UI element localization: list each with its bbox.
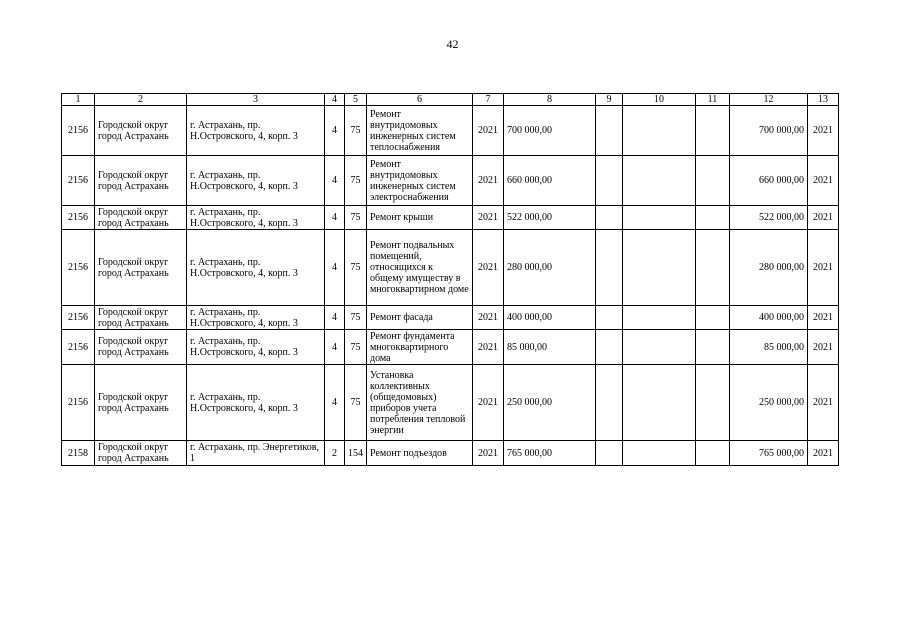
total-cost-cell: 765 000,00 [730, 441, 808, 466]
table-row [62, 365, 839, 441]
work-type-cell: Ремонт подъездов [367, 441, 473, 466]
empty-cell-11 [696, 441, 730, 466]
object-number-cell: 2156 [62, 306, 95, 330]
year-cell: 2021 [473, 441, 504, 466]
year-cell: 2021 [473, 106, 504, 156]
address-cell: г. Астрахань, пр. Н.Островского, 4, корп. 3 [187, 206, 325, 230]
work-type-cell: Ремонт крыши [367, 206, 473, 230]
work-type-cell: Ремонт фундамента многоквартирного дома [367, 330, 473, 365]
year-cell: 2021 [473, 330, 504, 365]
work-type-cell: Ремонт внутридомовых инженерных систем теплоснабжения [367, 106, 473, 156]
address-cell: г. Астрахань, пр. Н.Островского, 4, корп. 3 [187, 365, 325, 441]
empty-cell-10 [623, 306, 696, 330]
object-number-cell: 2158 [62, 441, 95, 466]
empty-cell-10 [623, 330, 696, 365]
completion-year-cell: 2021 [808, 365, 839, 441]
apartments-cell: 75 [345, 365, 367, 441]
object-number-cell: 2156 [62, 156, 95, 206]
completion-year-cell: 2021 [808, 156, 839, 206]
floors-cell: 4 [325, 156, 345, 206]
address-cell: г. Астрахань, пр. Н.Островского, 4, корп. 3 [187, 330, 325, 365]
municipality-cell: Городской округ город Астрахань [95, 156, 187, 206]
municipality-cell: Городской округ город Астрахань [95, 441, 187, 466]
empty-cell-10 [623, 365, 696, 441]
table-row [62, 306, 839, 330]
cost-cell: 400 000,00 [504, 306, 596, 330]
empty-cell-9 [596, 441, 623, 466]
empty-cell-10 [623, 156, 696, 206]
column-number: 8 [504, 94, 596, 106]
column-number: 1 [62, 94, 95, 106]
floors-cell: 4 [325, 330, 345, 365]
empty-cell-9 [596, 330, 623, 365]
total-cost-cell: 660 000,00 [730, 156, 808, 206]
completion-year-cell: 2021 [808, 106, 839, 156]
year-cell: 2021 [473, 306, 504, 330]
floors-cell: 4 [325, 106, 345, 156]
empty-cell-11 [696, 156, 730, 206]
table-row [62, 330, 839, 365]
empty-cell-9 [596, 365, 623, 441]
empty-cell-9 [596, 306, 623, 330]
empty-cell-9 [596, 106, 623, 156]
empty-cell-10 [623, 441, 696, 466]
apartments-cell: 75 [345, 156, 367, 206]
address-cell: г. Астрахань, пр. Н.Островского, 4, корп. 3 [187, 306, 325, 330]
apartments-cell: 75 [345, 106, 367, 156]
column-number: 6 [367, 94, 473, 106]
total-cost-cell: 250 000,00 [730, 365, 808, 441]
floors-cell: 4 [325, 206, 345, 230]
year-cell: 2021 [473, 230, 504, 306]
total-cost-cell: 280 000,00 [730, 230, 808, 306]
cost-cell: 280 000,00 [504, 230, 596, 306]
repair-program-table [61, 93, 839, 466]
object-number-cell: 2156 [62, 365, 95, 441]
year-cell: 2021 [473, 206, 504, 230]
empty-cell-11 [696, 306, 730, 330]
total-cost-cell: 85 000,00 [730, 330, 808, 365]
page-number: 42 [446, 37, 459, 51]
empty-cell-10 [623, 230, 696, 306]
municipality-cell: Городской округ город Астрахань [95, 106, 187, 156]
completion-year-cell: 2021 [808, 230, 839, 306]
total-cost-cell: 400 000,00 [730, 306, 808, 330]
object-number-cell: 2156 [62, 230, 95, 306]
column-number: 11 [696, 94, 730, 106]
floors-cell: 2 [325, 441, 345, 466]
total-cost-cell: 700 000,00 [730, 106, 808, 156]
year-cell: 2021 [473, 365, 504, 441]
municipality-cell: Городской округ город Астрахань [95, 365, 187, 441]
cost-cell: 85 000,00 [504, 330, 596, 365]
municipality-cell: Городской округ город Астрахань [95, 330, 187, 365]
column-number: 10 [623, 94, 696, 106]
empty-cell-11 [696, 365, 730, 441]
apartments-cell: 75 [345, 306, 367, 330]
address-cell: г. Астрахань, пр. Н.Островского, 4, корп. 3 [187, 156, 325, 206]
column-number: 7 [473, 94, 504, 106]
empty-cell-9 [596, 156, 623, 206]
object-number-cell: 2156 [62, 206, 95, 230]
address-cell: г. Астрахань, пр. Энергетиков, 1 [187, 441, 325, 466]
address-cell: г. Астрахань, пр. Н.Островского, 4, корп. 3 [187, 106, 325, 156]
column-number: 12 [730, 94, 808, 106]
completion-year-cell: 2021 [808, 206, 839, 230]
column-number: 5 [345, 94, 367, 106]
column-number: 2 [95, 94, 187, 106]
empty-cell-11 [696, 206, 730, 230]
empty-cell-11 [696, 230, 730, 306]
column-number: 13 [808, 94, 839, 106]
table-row [62, 156, 839, 206]
object-number-cell: 2156 [62, 330, 95, 365]
empty-cell-11 [696, 330, 730, 365]
municipality-cell: Городской округ город Астрахань [95, 230, 187, 306]
address-cell: г. Астрахань, пр. Н.Островского, 4, корп. 3 [187, 230, 325, 306]
floors-cell: 4 [325, 365, 345, 441]
work-type-cell: Ремонт внутридомовых инженерных систем электроснабжения [367, 156, 473, 206]
empty-cell-11 [696, 106, 730, 156]
object-number-cell: 2156 [62, 106, 95, 156]
empty-cell-9 [596, 230, 623, 306]
completion-year-cell: 2021 [808, 441, 839, 466]
column-number-row [62, 94, 839, 106]
empty-cell-9 [596, 206, 623, 230]
table-row [62, 106, 839, 156]
floors-cell: 4 [325, 230, 345, 306]
municipality-cell: Городской округ город Астрахань [95, 206, 187, 230]
completion-year-cell: 2021 [808, 330, 839, 365]
column-number: 3 [187, 94, 325, 106]
municipality-cell: Городской округ город Астрахань [95, 306, 187, 330]
apartments-cell: 75 [345, 330, 367, 365]
cost-cell: 660 000,00 [504, 156, 596, 206]
year-cell: 2021 [473, 156, 504, 206]
apartments-cell: 154 [345, 441, 367, 466]
table-row [62, 206, 839, 230]
table-row [62, 441, 839, 466]
column-number: 4 [325, 94, 345, 106]
cost-cell: 765 000,00 [504, 441, 596, 466]
cost-cell: 250 000,00 [504, 365, 596, 441]
completion-year-cell: 2021 [808, 306, 839, 330]
table-row [62, 230, 839, 306]
column-number: 9 [596, 94, 623, 106]
work-type-cell: Ремонт подвальных помещений, относящихся к общему имуществу в многоквартирном доме [367, 230, 473, 306]
work-type-cell: Ремонт фасада [367, 306, 473, 330]
total-cost-cell: 522 000,00 [730, 206, 808, 230]
apartments-cell: 75 [345, 206, 367, 230]
floors-cell: 4 [325, 306, 345, 330]
cost-cell: 522 000,00 [504, 206, 596, 230]
apartments-cell: 75 [345, 230, 367, 306]
work-type-cell: Установка коллективных (общедомовых) приборов учета потребления тепловой энергии [367, 365, 473, 441]
empty-cell-10 [623, 106, 696, 156]
cost-cell: 700 000,00 [504, 106, 596, 156]
empty-cell-10 [623, 206, 696, 230]
